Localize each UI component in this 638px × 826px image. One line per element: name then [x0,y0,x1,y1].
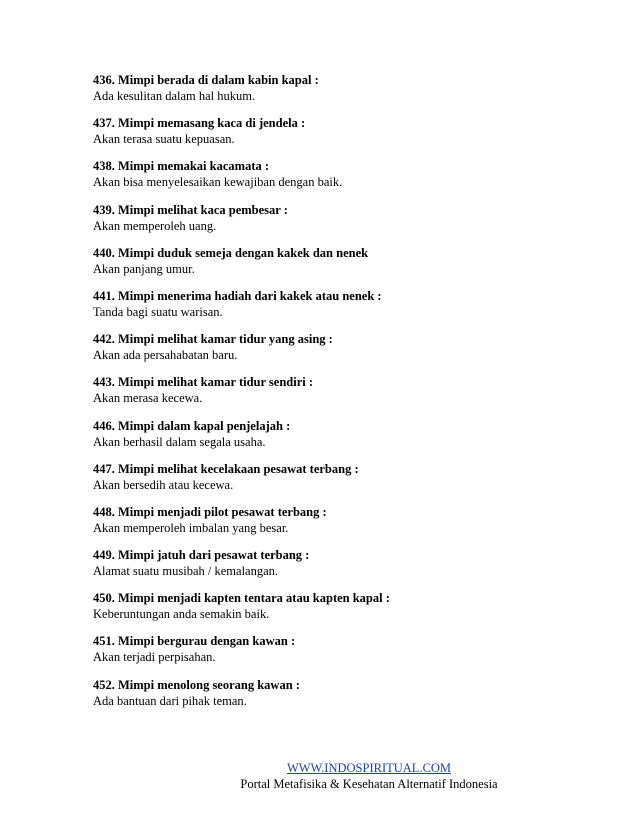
entry-title: 442. Mimpi melihat kamar tidur yang asing : [93,332,333,347]
entry-title: 437. Mimpi memasang kaca di jendela : [93,116,306,131]
list-item [93,72,593,115]
footer-subtitle: Portal Metafisika & Kesehatan Alternatif Indonesia [240,777,498,791]
entry-text: Alamat suatu musibah / kemalangan. [93,564,279,579]
entry-title: 447. Mimpi melihat kecelakaan pesawat terbang : [93,461,359,476]
entry-text: Akan memperoleh imbalan yang besar. [93,520,289,535]
entry-text: Akan ada persahabatan baru. [93,348,238,363]
entry-title: 441. Mimpi menerima hadiah dari kakek atau nenek : [93,288,382,303]
page-footer [0,760,638,792]
entry-title: 451. Mimpi bergurau dengan kawan : [93,634,296,649]
entry-text: Akan memperoleh uang. [93,218,217,233]
list-item [93,677,593,720]
entry-text: Ada bantuan dari pihak teman. [93,693,247,708]
list-item [93,504,593,547]
entry-title: 452. Mimpi menolong seorang kawan : [93,677,300,692]
entry-list [93,72,593,720]
entry-title: 450. Mimpi menjadi kapten tentara atau kapten kapal : [93,591,390,606]
entry-text: Tanda bagi suatu warisan. [93,304,223,319]
list-item [93,547,593,590]
website-link[interactable]: WWW.INDOSPIRITUAL.COM [286,761,452,775]
entry-title: 448. Mimpi menjadi pilot pesawat terbang : [93,504,327,519]
entry-text: Akan bersedih atau kecewa. [93,477,234,492]
entry-title: 446. Mimpi dalam kapal penjelajah : [93,418,291,433]
entry-text: Keberuntungan anda semakin baik. [93,607,270,622]
entry-title: 449. Mimpi jatuh dari pesawat terbang : [93,548,310,563]
entry-title: 438. Mimpi memakai kacamata : [93,159,270,174]
entry-text: Akan terasa suatu kepuasan. [93,132,235,147]
list-item [93,331,593,374]
list-item [93,158,593,201]
entry-title: 440. Mimpi duduk semeja dengan kakek dan nenek [93,245,369,260]
entry-text: Ada kesulitan dalam hal hukum. [93,89,256,103]
entry-title: 439. Mimpi melihat kaca pembesar : [93,202,288,217]
list-item [93,245,593,288]
entry-text: Akan terjadi perpisahan. [93,650,216,665]
entry-text: Akan merasa kecewa. [93,391,203,406]
entry-text: Akan panjang umur. [93,261,195,276]
list-item [93,115,593,158]
list-item [93,461,593,504]
entry-text: Akan berhasil dalam segala usaha. [93,434,266,449]
entry-title: 443. Mimpi melihat kamar tidur sendiri : [93,375,314,390]
list-item [93,418,593,461]
entry-title: 436. Mimpi berada di dalam kabin kapal : [93,73,319,87]
entry-text: Akan bisa menyelesaikan kewajiban dengan baik. [93,175,343,190]
list-item [93,374,593,417]
list-item [93,288,593,331]
list-item [93,633,593,676]
list-item [93,590,593,633]
list-item [93,202,593,245]
